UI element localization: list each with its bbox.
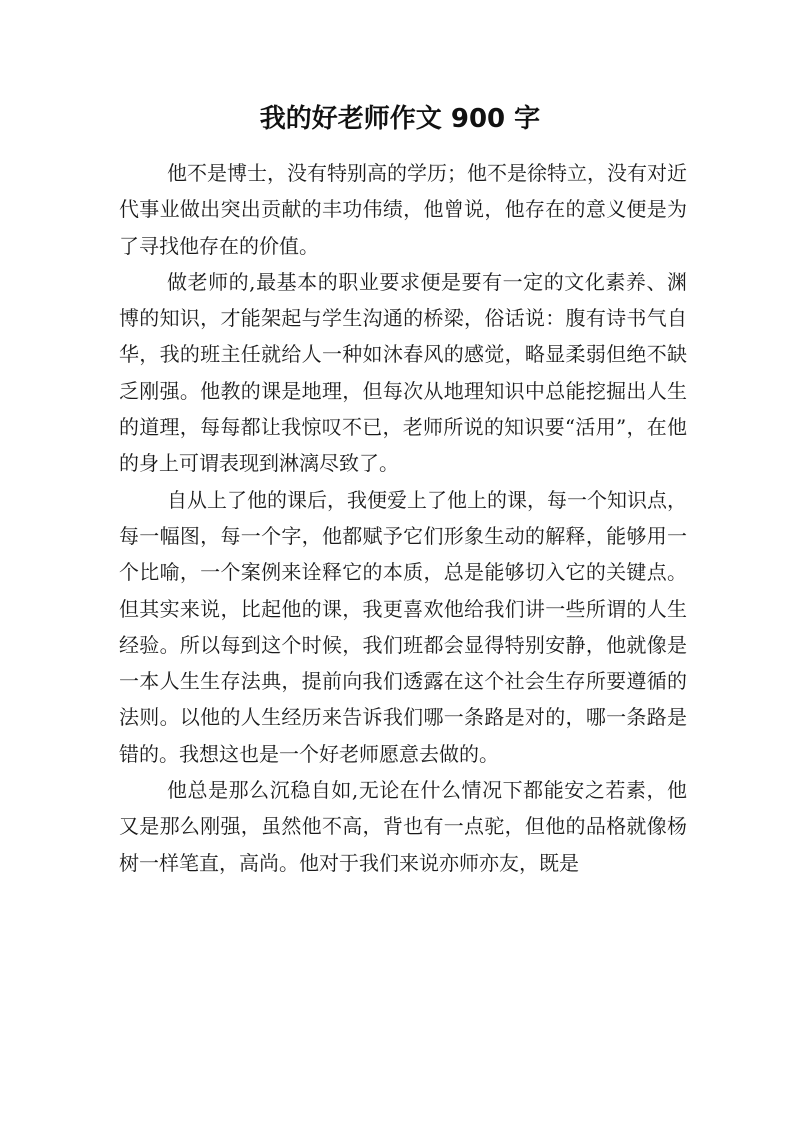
paragraph-1: 他不是博士，没有特别高的学历；他不是徐特立，没有对近代事业做出突出贡献的丰功伟绩，他曾说，他存在的意义便是为了寻找他存在的价值。: [119, 161, 687, 258]
document-title: 我的好老师作文 900 字: [259, 104, 541, 134]
paragraph-2: 做老师的,最基本的职业要求便是要有一定的文化素养、渊博的知识，才能架起与学生沟通的桥梁，俗话说：腹有诗书气自华，我的班主任就给人一种如沐春风的感觉，略显柔弱但绝不缺乏刚强。他教的课是地理，但每次从地理知识中总能挖掘出人生的道理，每每都让我惊叹不已，老师所说的知识要“活用”，在他的身上可谓表现到淋漓尽致了。: [119, 269, 687, 476]
paragraph-4: 他总是那么沉稳自如,无论在什么情况下都能安之若素，他又是那么刚强，虽然他不高，背也有一点驼，但他的品格就像杨树一样笔直，高尚。他对于我们来说亦师亦友，既是: [119, 778, 687, 875]
paragraph-3: 自从上了他的课后，我便爱上了他上的课，每一个知识点，每一幅图，每一个字，他都赋予它们形象生动的解释，能够用一个比喻，一个案例来诠释它的本质，总是能够切入它的关键点。但其实来说，比起他的课，我更喜欢他给我们讲一些所谓的人生经验。所以每到这个时候，我们班都会显得特别安静，他就像是一本人生生存法典，提前向我们透露在这个社会生存所要遵循的法则。以他的人生经历来告诉我们哪一条路是对的，哪一条路是错的。我想这也是一个好老师愿意去做的。: [119, 487, 687, 766]
document-body: [119, 155, 687, 881]
